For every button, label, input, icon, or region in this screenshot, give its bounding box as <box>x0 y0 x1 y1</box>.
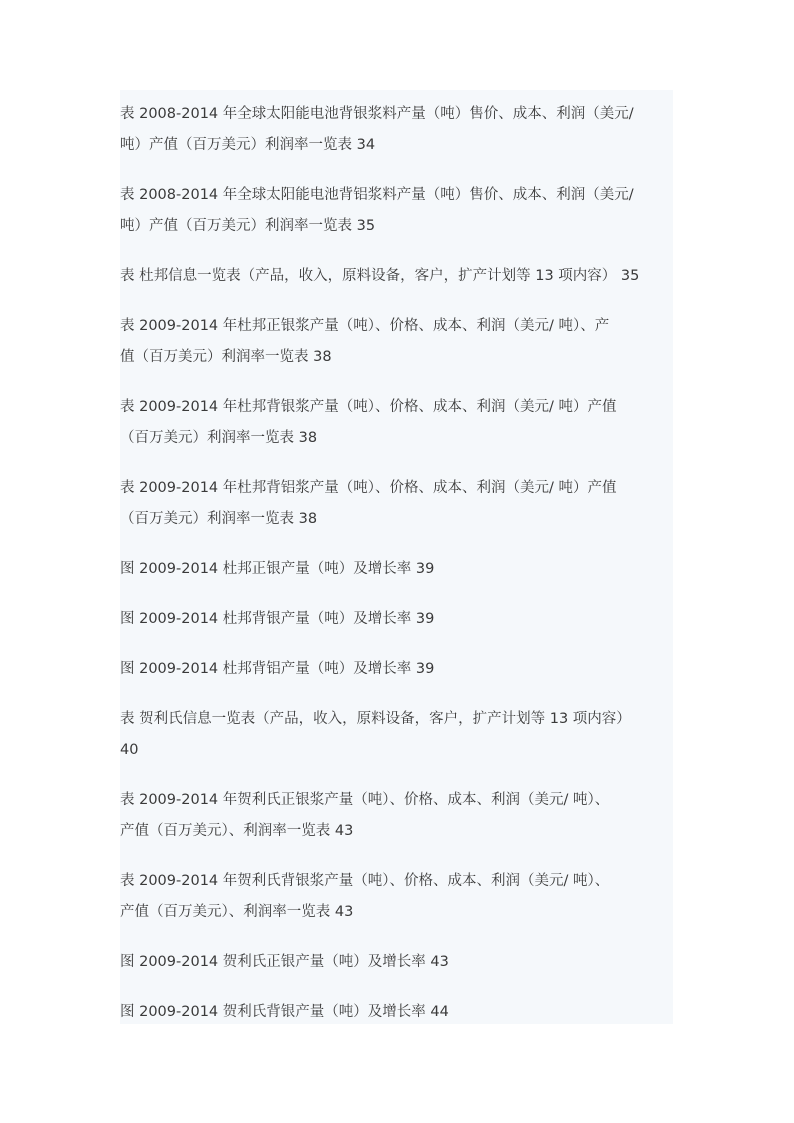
toc-entry-line: （百万美元）利润率一览表 38 <box>120 430 318 446</box>
toc-entry-line: 图 2009-2014 杜邦正银产量（吨）及增长率 39 <box>120 561 435 577</box>
toc-entry-line: 图 2009-2014 贺利氏背银产量（吨）及增长率 44 <box>120 1004 449 1020</box>
toc-entry-line: 表 2008-2014 年全球太阳能电池背铝浆料产量（吨）售价、成本、利润（美元/ <box>120 187 634 203</box>
toc-entry-line: 表 2009-2014 年贺利氏背银浆产量（吨）、价格、成本、利润（美元/ 吨）、 <box>120 873 610 889</box>
toc-entry-line: 产值（百万美元）、利润率一览表 43 <box>120 823 354 839</box>
toc-entry-line: 产值（百万美元）、利润率一览表 43 <box>120 904 354 920</box>
toc-entry-line: 表 2009-2014 年杜邦正银浆产量（吨）、价格、成本、利润（美元/ 吨）、产 <box>120 318 610 334</box>
toc-entry-line: 吨）产值（百万美元）利润率一览表 34 <box>120 137 376 153</box>
toc-entry-line: 表 2009-2014 年杜邦背银浆产量（吨）、价格、成本、利润（美元/ 吨）产值 <box>120 399 617 415</box>
toc-entry-line: 图 2009-2014 杜邦背银产量（吨）及增长率 39 <box>120 611 435 627</box>
table-of-contents <box>120 90 673 1024</box>
toc-entry-line: 值（百万美元）利润率一览表 38 <box>120 349 332 365</box>
toc-entry-line: 表 2009-2014 年贺利氏正银浆产量（吨）、价格、成本、利润（美元/ 吨）、 <box>120 792 610 808</box>
toc-entry-line: 图 2009-2014 杜邦背铝产量（吨）及增长率 39 <box>120 661 435 677</box>
toc-entry-line: 图 2009-2014 贺利氏正银产量（吨）及增长率 43 <box>120 954 449 970</box>
toc-entry-line: 表 2008-2014 年全球太阳能电池背银浆料产量（吨）售价、成本、利润（美元/ <box>120 106 634 122</box>
toc-entry-line: 表 2009-2014 年杜邦背铝浆产量（吨）、价格、成本、利润（美元/ 吨）产值 <box>120 480 617 496</box>
toc-entry-line: 表 贺利氏信息一览表（产品，收入，原料设备，客户，扩产计划等 13 项内容） <box>120 711 631 727</box>
toc-entry-line: 表 杜邦信息一览表（产品，收入，原料设备，客户，扩产计划等 13 项内容） 35 <box>120 268 640 284</box>
toc-entry-line: 吨）产值（百万美元）利润率一览表 35 <box>120 218 376 234</box>
toc-entry-line: 40 <box>120 742 139 758</box>
toc-entry-line: （百万美元）利润率一览表 38 <box>120 511 318 527</box>
